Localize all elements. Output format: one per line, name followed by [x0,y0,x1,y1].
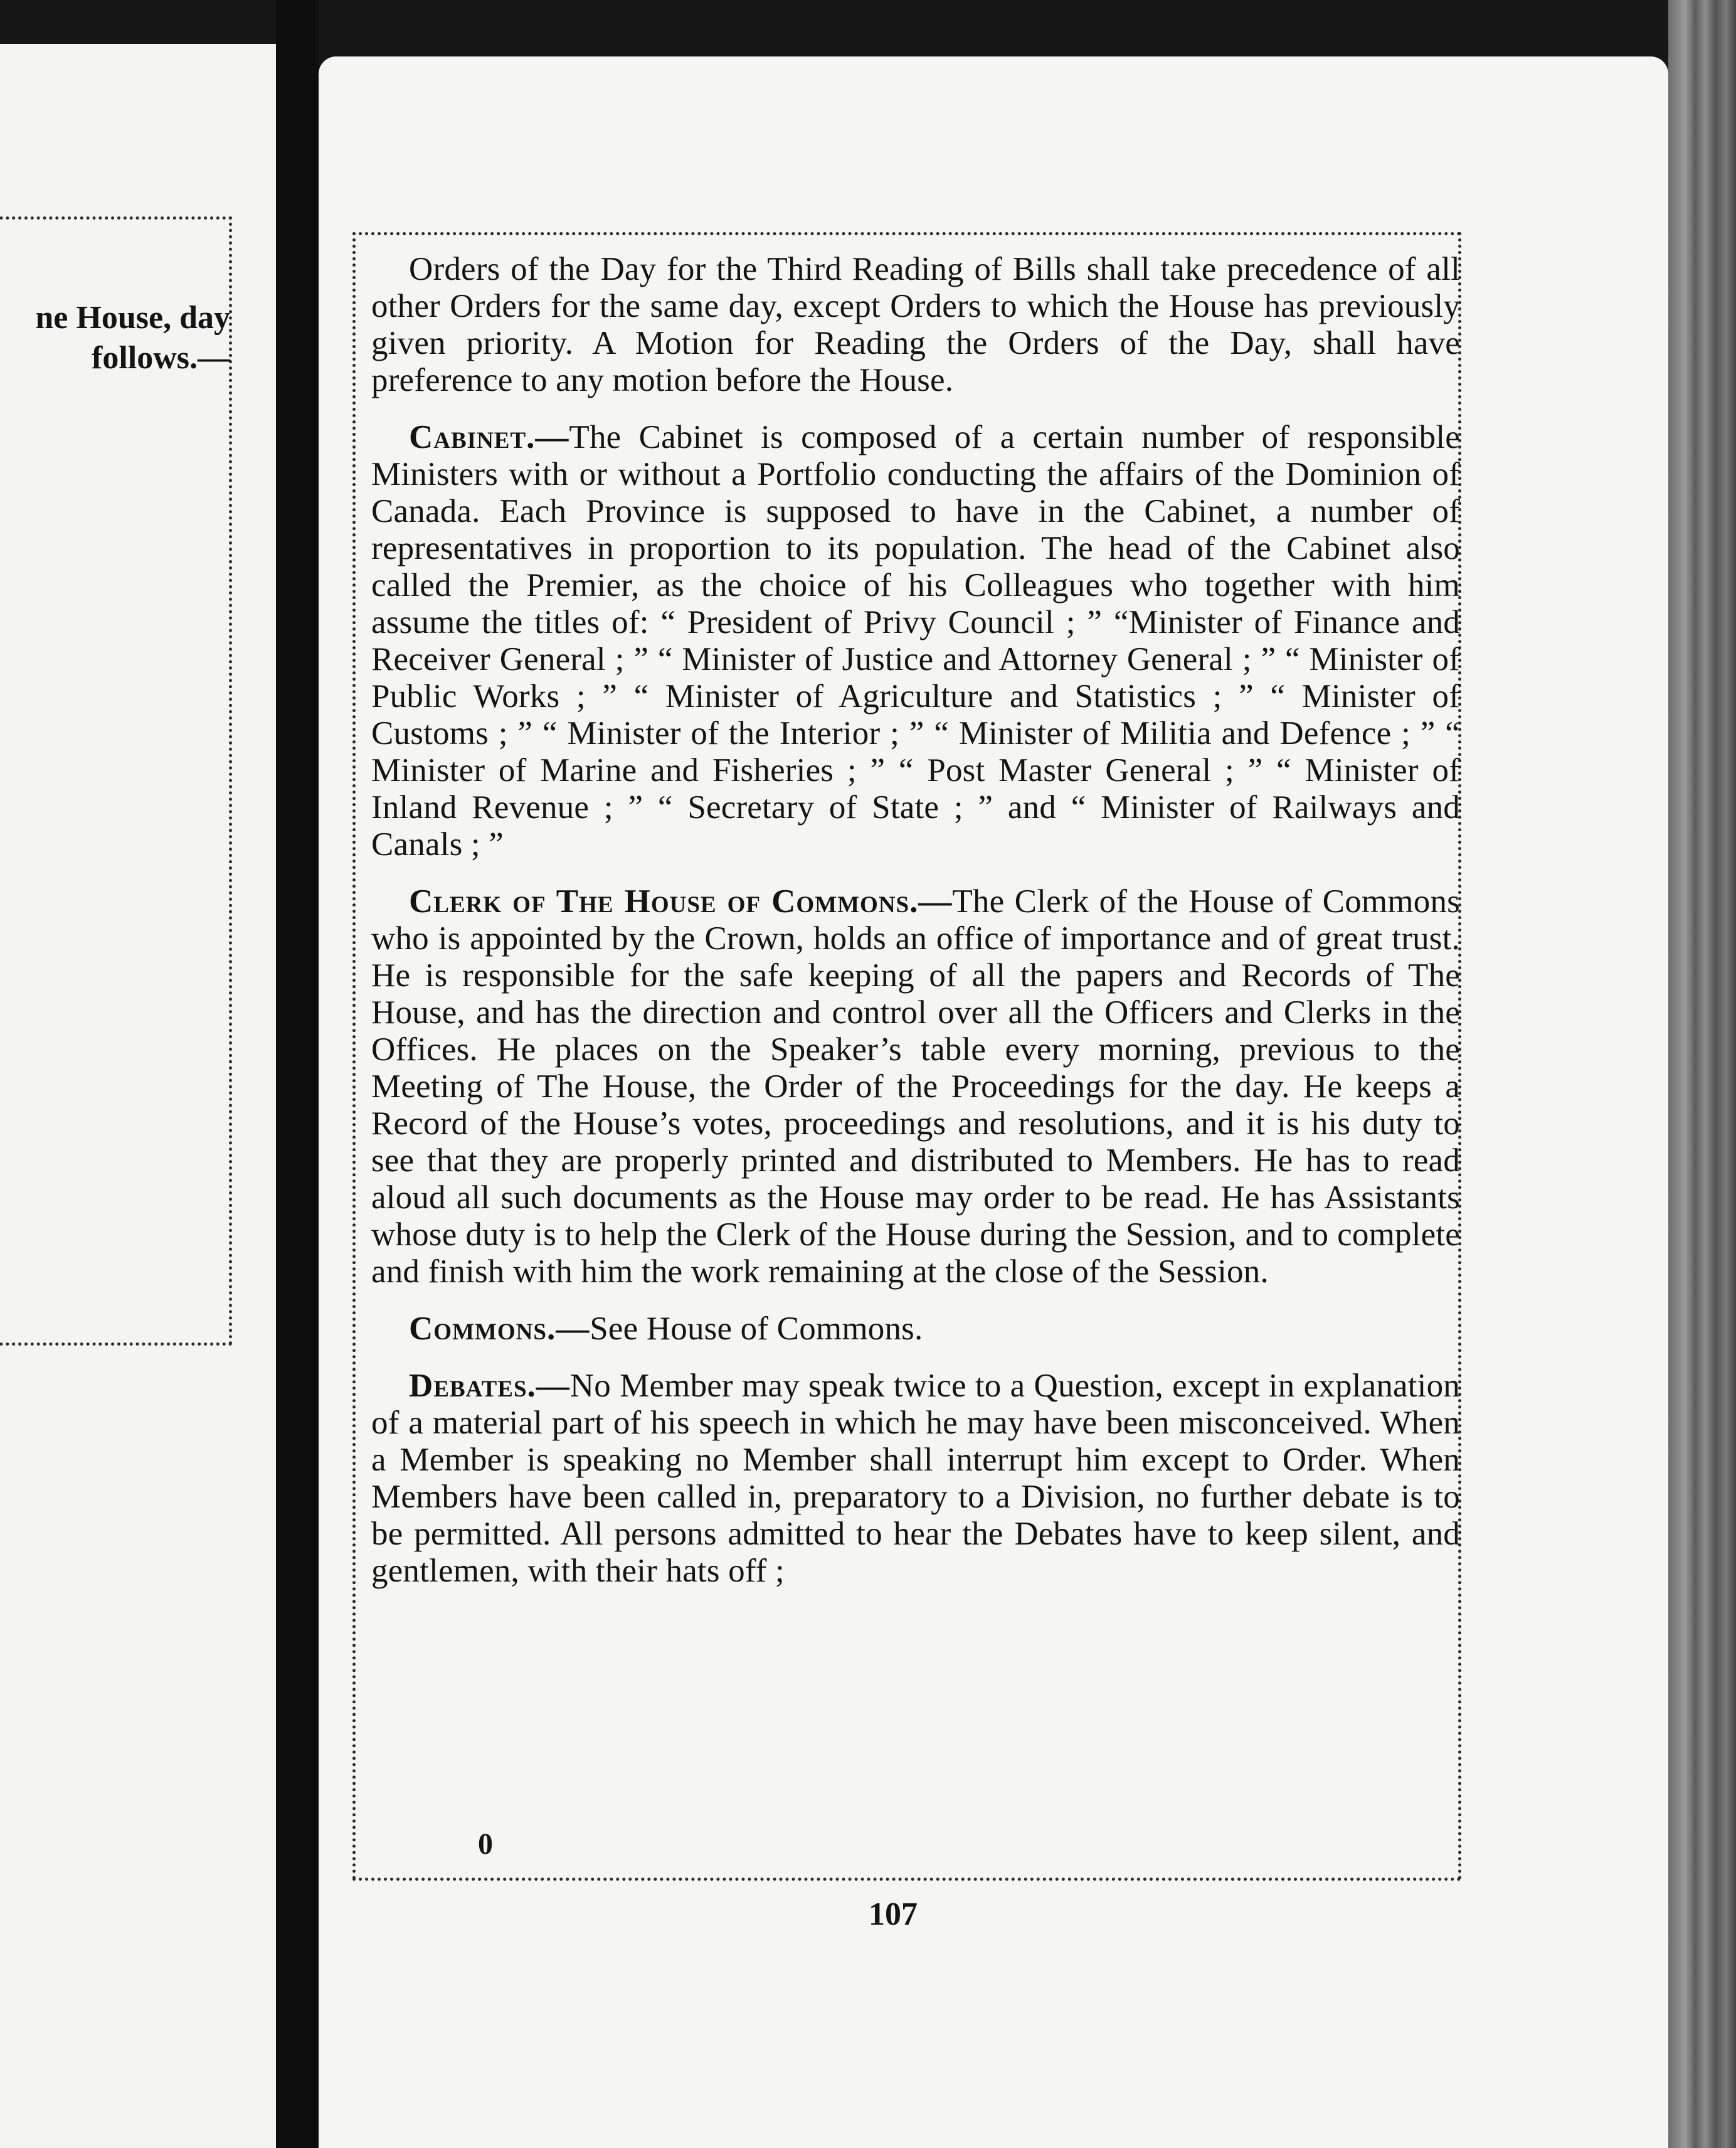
entry-heading: Cabinet.— [409,419,569,455]
paragraph-text: See House of Commons. [590,1311,923,1347]
entry-heading: Commons.— [409,1311,590,1347]
paragraph-cabinet [371,419,1460,863]
signature-mark: 0 [478,1827,493,1861]
paragraph-text: The Cabinet is composed of a certain number of responsible Ministers with or without a Portfolio conducting the affairs of the Dominion of Canada. Each Province is supposed to have in the Cabinet, a number of representatives in proportion to its population. The head of the Cabinet also called the Premier, as the choice of his Colleagues who together with him assume the titles of: “ President of Privy Council ; ” “Minister of Finance and Receiver General ; ” “ Minister of Justice and Attorney General ; ” “ Minister of Public Works ; ” “ Minister of Agriculture and Statistics ; ” “ Minister of Customs ; ” “ Minister of the Interior ; ” “ Minister of Militia and Defence ; ” “ Minister of Marine and Fisheries ; ” “ Post Master General ; ” “ Minister of Inland Revenue ; ” “ Secretary of State ; ” and “ Minister of Railways and Canals ; ” [371,419,1460,863]
paragraph-text: No Member may speak twice to a Question, except in explanation of a material part of his speech in which he may have been misconceived. When a Member is speaking no Member shall interrupt him except to Order. When Members have been called in, preparatory to a Division, no further debate is to be permitted. All persons admitted to hear the Debates have to keep silent, and gentlemen, with their hats off ; [371,1368,1460,1589]
paragraph-commons [371,1311,1460,1348]
left-page-line: ne House, day [35,300,230,336]
paragraph-orders-of-the-day [371,251,1460,399]
entry-heading: Clerk of The House of Commons.— [409,883,953,920]
left-dotted-border [0,216,232,1346]
page-body [371,251,1460,1610]
book-gutter [276,0,319,2148]
paragraph-debates [371,1368,1460,1590]
page-edge-stack [1668,0,1736,2148]
left-page-line: follows.— [92,340,230,376]
paragraph-text: The Clerk of the House of Commons who is appointed by the Crown, holds an office of importance and of great trust. He is responsible for the safe keeping of all the papers and Records of The House, and has the direction and control over all the Officers and Clerks in the Offices. He places on the Speaker’s table every morning, previous to the Meeting of The House, the Order of the Proceedings for the day. He keeps a Record of the House’s votes, proceedings and resolutions, and it is his duty to see that they are properly printed and distributed to Members. He has to read aloud all such documents as the House may order to be read. He has Assistants whose duty is to help the Clerk of the House during the Session, and to complete and finish with him the work remaining at the close of the Session. [371,883,1460,1290]
left-facing-page [0,44,276,2148]
paragraph-clerk-of-the-house [371,883,1460,1290]
left-page-text [35,298,230,378]
page-number: 107 [869,1896,918,1932]
paragraph-text: Orders of the Day for the Third Reading of Bills shall take precedence of all other Orders for the same day, except Orders to which the House has previously given priority. A Motion for Reading the Orders of the Day, shall have preference to any motion before the House. [371,251,1460,398]
entry-heading: Debates.— [409,1368,570,1404]
